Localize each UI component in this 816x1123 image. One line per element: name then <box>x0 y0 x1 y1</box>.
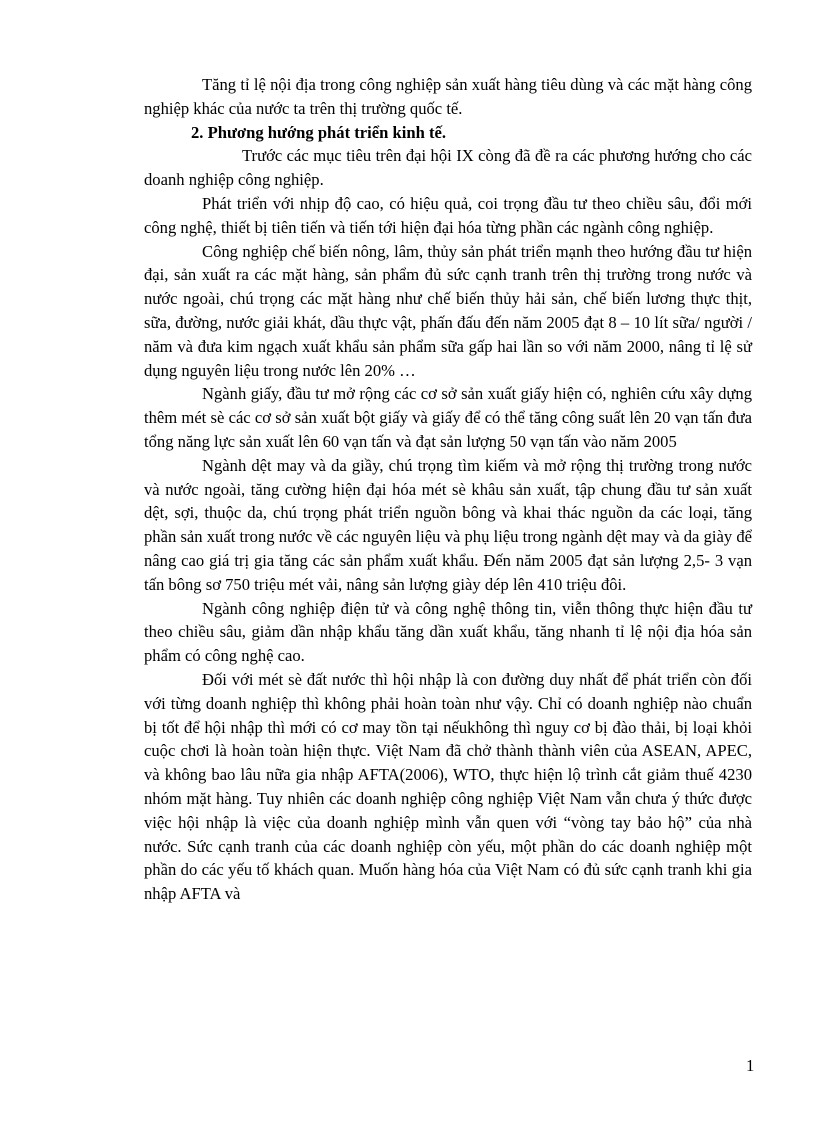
section-heading: 2. Phương hướng phát triển kinh tế. <box>191 122 446 142</box>
paragraph-electronics-it: Ngành công nghiệp điện tử và công nghệ thông tin, viễn thông thực hiện đầu tư theo chiều sâu, giảm dần nhập khẩu tăng dần xuất khẩu, tăng nhanh tỉ lệ nội địa hóa sản phẩm có công nghệ cao. <box>144 598 752 666</box>
paragraph-processing-industry: Công nghiệp chế biến nông, lâm, thủy sản phát triển mạnh theo hướng đầu tư hiện đại, sản xuất ra các mặt hàng, sản phẩm đủ sức cạnh tranh trên thị trường trong nước và nước ngoài, chú trọng các mặt hàng như chế biến thủy hải sản, chế biến lương thực thịt, sữa, đường, nước giải khát, dầu thực vật, phấn đấu đến năm 2005 đạt 8 – 10 lít sữa/ người / năm và đưa kim ngạch xuất khẩu sản phẩm sữa gấp hai lần so với năm 2000, nâng tỉ lệ sử dụng nguyên liệu trong nước lên 20% … <box>144 241 752 380</box>
document-body <box>144 73 752 906</box>
paragraph-integration: Đối với mét sè đất nước thì hội nhập là con đường duy nhất để phát triển còn đối với từng doanh nghiệp thì không phải hoàn toàn như vậy. Chỉ có doanh nghiệp nào chuẩn bị tốt để hội nhập thì mới có cơ may tồn tại nếukhông thì nguy cơ bị đào thải, bị loại khỏi cuộc chơi là hoàn toàn hiện thực. Việt Nam đã chở thành thành viên của ASEAN, APEC, và không bao lâu nữa gia nhập AFTA(2006), WTO, thực hiện lộ trình cắt giảm thuế 4230 nhóm mặt hàng. Tuy nhiên các doanh nghiệp công nghiệp Việt Nam vẫn chưa ý thức được việc hội nhập là việc của doanh nghiệp mình vẫn quen với “vòng tay bảo hộ” của nhà nước. Sức cạnh tranh của các doanh nghiệp còn yếu, một phần do các doanh nghiệp một phần do các yếu tố khách quan. Muốn hàng hóa của Việt Nam có đủ sức cạnh tranh khi gia nhập AFTA và <box>144 669 752 904</box>
paragraph-textile-leather: Ngành dệt may và da giầy, chú trọng tìm kiếm và mở rộng thị trường trong nước và nước ngoài, tăng cường hiện đại hóa mét sè khâu sản xuất, tập chung đầu tư sản xuất dệt, sợi, thuộc da, chú trọng phát triển nguồn bông và khai thác nguồn da các loại, tăng phần sản xuất trong nước về các nguyên liệu và phụ liệu trong ngành dệt may và da giày để nâng cao giá trị gia tăng các sản phẩm xuất khẩu. Đến năm 2005 đạt sản lượng 2,5- 3 vạn tấn bông sơ 750 triệu mét vải, nâng sản lượng giày dép lên 410 triệu đôi. <box>144 455 752 594</box>
paragraph-directions-intro: Trước các mục tiêu trên đại hội IX còng đã đề ra các phương hướng cho các doanh nghiệp công nghiệp. <box>144 146 752 190</box>
paragraph-domestic-ratio: Tăng tỉ lệ nội địa trong công nghiệp sản xuất hàng tiêu dùng và các mặt hàng công nghiệp khác của nước ta trên thị trường quốc tế. <box>144 75 752 118</box>
paragraph-paper-industry: Ngành giấy, đầu tư mở rộng các cơ sở sản xuất giấy hiện có, nghiên cứu xây dựng thêm mét sè các cơ sở sản xuất bột giấy và giấy để có thể tăng công suất lên 20 vạn tấn đưa tổng năng lực sản xuất lên 60 vạn tấn và đạt sản lượng 50 vạn tấn vào năm 2005 <box>144 384 752 451</box>
page-number: 1 <box>746 1056 755 1075</box>
paragraph-high-growth: Phát triển với nhịp độ cao, có hiệu quả, coi trọng đầu tư theo chiều sâu, đổi mới công nghệ, thiết bị tiên tiến và tiến tới hiện đại hóa từng phần các ngành công nghiệp. <box>144 193 752 237</box>
